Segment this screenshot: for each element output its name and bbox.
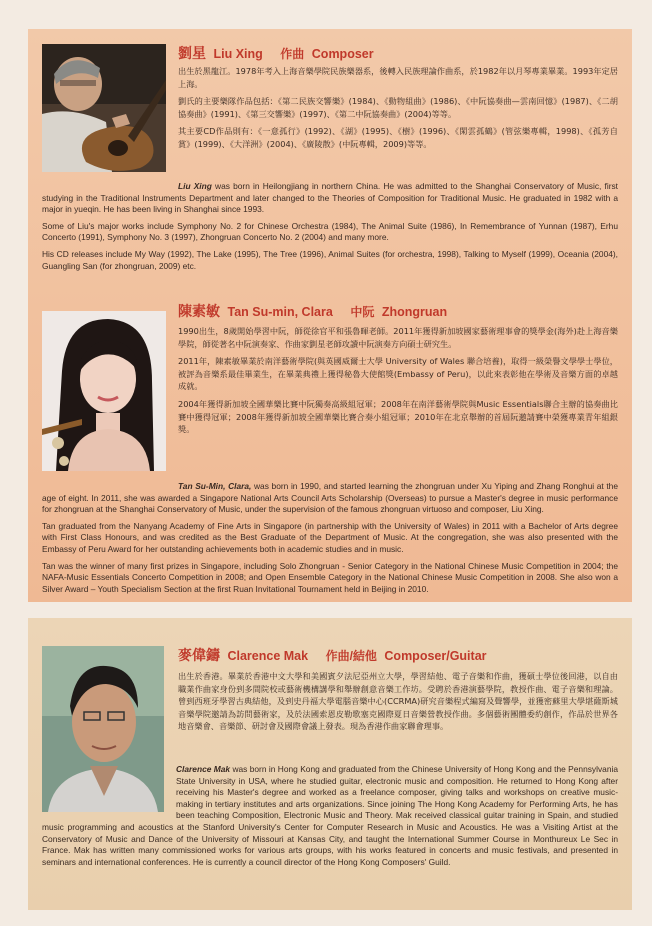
role-zh: 中阮 bbox=[350, 305, 375, 319]
bio-en-paragraph: Some of Liu's major works include Symphony No. 2 for Chinese Orchestra (1984), The Animal Suite (1986), In Remembrance of Yunnan (1987), Erhu Concerto (1991), Symphony No. 3 (1997), Zhongruan Concerto No. 2 (2004) and many more. bbox=[42, 220, 618, 243]
liu-xing-name bbox=[178, 45, 374, 62]
bio-en-lead: Tan Su-Min, Clara, bbox=[178, 481, 252, 491]
role-zh: 作曲/結他 bbox=[325, 649, 377, 663]
bio-en-text: was born in Hong Kong and graduated from the Chinese University of Hong Kong and the Pennsylvania State University in USA, where he studied guitar, electronic music and composition. He returned to Hong Kong after receiving his Master's degree and worked as a freelance composer, giving talks and workshops on creative music-making in tertiary institutes and arts organizations. Since joining The Hong Kong Academy for Performing Arts, he has been teaching Composition, Electronic Music and Theory. Mak received classical guitar training in Spain, and studied music programming and acoustics at the Stanford University's Center for Computer Research in Music and Acoustics. He was a Visiting Artist at the Conservatory of Music and Dance of the University of Missouri at Kansas City, and taught the International Summer Course in Monthureux Le Sec in France. Mak has written many commissioned works for various arts groups, with his works featured in concerts and music festivals, and presented in seminars and international conferences. He is currently a council director of the Hong Kong Composers' Guild. bbox=[42, 764, 618, 867]
role-en: Composer bbox=[311, 47, 374, 61]
tan-su-min-bio-en bbox=[42, 481, 618, 600]
role-zh: 作曲 bbox=[280, 47, 305, 61]
bio-en-paragraph bbox=[42, 181, 618, 216]
name-zh: 陳素敏 bbox=[178, 303, 220, 319]
bio-panel-1 bbox=[28, 29, 632, 602]
name-en: Liu Xing bbox=[213, 47, 263, 61]
bio-en-paragraph bbox=[42, 481, 618, 516]
bio-zh-paragraph: 2004年獲得新加坡全國華樂比賽中阮獨奏高級組冠軍；2008年在南洋藝術學院與Music Essentials聯合主辦的協奏曲比賽中獲得冠軍；2008年獲得新加坡全國華樂比賽合奏小組冠軍；2010年在北京舉辦的首屆阮邀請賽中榮獲專業青年組銀獎。 bbox=[178, 398, 618, 435]
bio-en-lead: Clarence Mak bbox=[176, 764, 231, 774]
bio-en-paragraph: His CD releases include My Way (1992), The Lake (1995), The Tree (1996), Animal Suites (for orchestra, 1998), Talking to Myself (1999), Oceania (2004), Guangling San (for zhongruan, 2009) etc. bbox=[42, 248, 618, 271]
bio-zh-paragraph: 2011年，陳素敏畢業於南洋藝術學院(與英國威爾士大學 University of Wales 聯合培養)，取得一級榮譽文學學士學位，被評為音樂系最佳畢業生，在畢業典禮上獲得秘魯大使館獎(Embassy of Peru)，以此來表彰他在學術及音樂方面的卓越成就。 bbox=[178, 356, 618, 392]
name-en: Clarence Mak bbox=[227, 649, 309, 663]
bio-en-paragraph: Tan was the winner of many first prizes in Singapore, including Solo Zhongruan - Senior Category in the National Chinese Music Competition in 2004; the NAFA-Music Essentials Concerto Competition in 2008; and Open Ensemble Category in the National Chinese Music Competition in 2008. She also won a Silver Award – Youth Specialism Section at the first Ruan Invitational Tournament held in Beijing in 2010. bbox=[42, 560, 618, 594]
liu-xing-photo bbox=[42, 44, 166, 172]
role-en: Composer/Guitar bbox=[384, 649, 487, 663]
name-zh: 劉星 bbox=[178, 45, 206, 61]
bio-zh-paragraph: 劉氏的主要樂隊作品包括：《第二民族交響樂》(1984)、《動物組曲》(1986)、《中阮協奏曲—雲南回憶》(1987)、《二胡協奏曲》(1991)、《第三交響樂》(1997)、《第二中阮協奏曲》(2004)等等。 bbox=[178, 96, 618, 119]
clarence-mak-bio-zh bbox=[178, 670, 618, 738]
bio-zh-paragraph: 出生於香港。畢業於香港中文大學和美國賓夕法尼亞州立大學，學習結他、電子音樂和作曲，獲碩士學位後回港，以自由職業作曲家身份到多間院校或藝術機構講學和舉辦創意音樂工作坊。受聘於香港演藝學院，教授作曲、電子音樂和理論。曾到西班牙學習古典結他，及到史丹福大學電腦音樂中心(CCRMA)研究音樂程式編寫及聲響學，並獲密蘇里大學堪薩斯城音樂學院邀請為訪問藝術家，及於法國索恩皮勒歌塞克國際夏日音樂營教授作曲。多個藝術團體委約創作，作品於世界各地音樂會、音樂節、研討會及國際會議上發表。現為香港作曲家聯會理事。 bbox=[178, 671, 618, 732]
name-zh: 麥偉鑄 bbox=[178, 647, 220, 663]
role-en: Zhongruan bbox=[381, 305, 448, 319]
name-en: Tan Su-min, Clara bbox=[227, 305, 333, 319]
liu-xing-bio-zh bbox=[178, 65, 618, 156]
bio-zh-paragraph: 1990出生，8歲開始學習中阮，師從徐官平和張魯暉老師。2011年獲得新加坡國家藝術理事會的獎學金(海外)赴上海音樂學院，師從著名中阮演奏家、作曲家劉星老師攻讀中阮演奏方向碩士研究生。 bbox=[178, 326, 618, 349]
bio-zh-paragraph: 出生於黑龍江。1978年考入上海音樂學院民族樂器系，後轉入民族理論作曲系，於1982年以月琴專業畢業。1993年定居上海。 bbox=[178, 66, 618, 89]
tan-su-min-bio-zh bbox=[178, 325, 618, 441]
bio-en-lead: Liu Xing bbox=[178, 181, 212, 191]
clarence-mak-bio-en bbox=[42, 764, 618, 873]
bio-zh-paragraph: 其主要CD作品則有：《一意孤行》(1992)、《湖》(1995)、《樹》(1996)、《閑雲孤鶴》(管弦樂專輯，1998)、《孤芳自賞》(1999)、《大洋洲》(2004)、《廣陵散》(中阮專輯，2009)等等。 bbox=[178, 126, 618, 149]
clarence-mak-name bbox=[178, 647, 487, 664]
bio-en-text: was born in 1990, and started learning the zhongruan under Xu Yiping and Zhang Ronghui at the age of eight. In 2011, she was awarded a Singapore National Arts Council Arts Scholarship (Overseas) to pursue a Master's degree in music performance for zhongruan at the Shanghai Conservatory of Music, under the supervision of the famous zhongruan virtuoso and composer, Liu Xing. bbox=[42, 481, 618, 515]
liu-xing-bio-en bbox=[42, 181, 618, 277]
bio-panel-2 bbox=[28, 618, 632, 910]
bio-en-paragraph: Tan graduated from the Nanyang Academy of Fine Arts in Singapore (in partnership with the University of Wales) in 2011 with a Bachelor of Arts degree with First Class Honours, and was credited as the Best Graduate of the Department of Music. At the congregation, she was also presented with the Embassy of Peru Award for her outstanding achievements both in academic studies and in music. bbox=[42, 520, 618, 554]
tan-su-min-name bbox=[178, 303, 447, 320]
bio-en-text: was born in Heilongjiang in northern China. He was admitted to the Shanghai Conservatory of Music, first studying in the Traditional Instruments Department and later changed to the Theories of Composition for Traditional Music. He graduated in 1982 with a major in yueqin. He has been living in Shanghai since 1993. bbox=[42, 181, 619, 215]
tan-su-min-photo bbox=[42, 311, 166, 471]
